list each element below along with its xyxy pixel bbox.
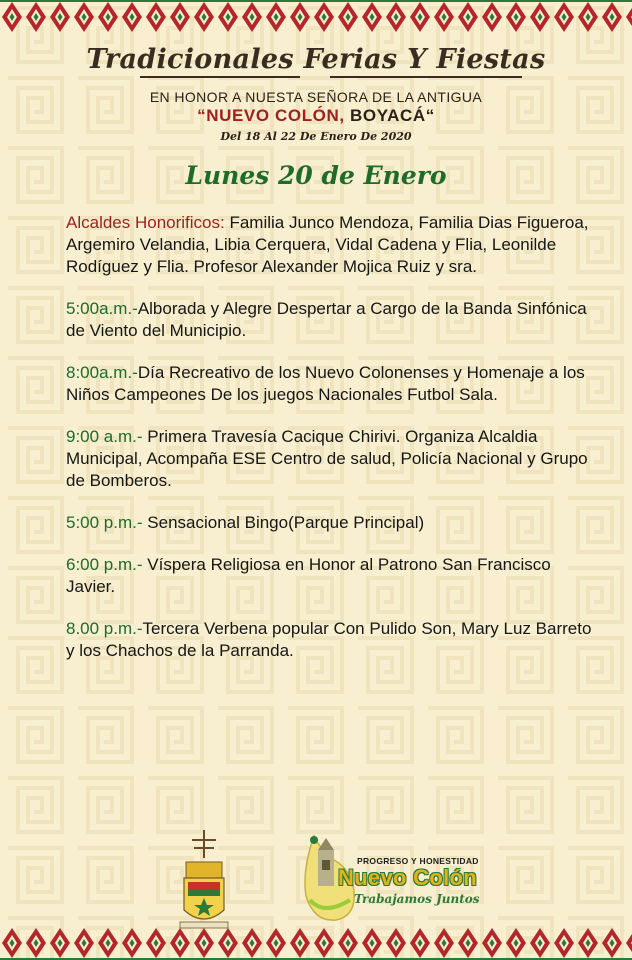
entry-time: 8:00a.m.- [66, 363, 138, 382]
entry-text: Día Recreativo de los Nuevo Colonenses y Homenaje a los Niños Campeones De los juegos Nacionales Futbol Sala. [66, 363, 585, 404]
event-subtitle: EN HONOR A NUESTA SEÑORA DE LA ANTIGUA [149, 89, 483, 105]
coat-of-arms-icon [176, 828, 232, 932]
footer-logos [0, 820, 632, 930]
program-entry-0800pm [66, 618, 596, 662]
entry-text: Primera Travesía Cacique Chirivi. Organiza Alcaldia Municipal, Acompaña ESE Centro de salud, Policía Nacional y Grupo de Bomberos. [66, 427, 588, 490]
entry-text: Familia Junco Mendoza, Familia Dias Figueroa, Argemiro Velandia, Libia Cerquera, Vidal Cadena y Flia, Leonilde Rodíguez y Flia. Profesor Alexander Mojica Ruiz y sra. [66, 213, 589, 276]
entry-time: 8.00 p.m.- [66, 619, 143, 638]
entry-time: 5:00 p.m.- [66, 513, 143, 532]
logo-tagline: Trabajamos Juntos [354, 892, 480, 906]
program-entry-0900am [66, 426, 596, 492]
entry-text: Alborada y Alegre Despertar a Cargo de la Banda Sinfónica de Viento del Municipio. [66, 299, 587, 340]
event-place [0, 106, 632, 126]
program-entry-honorary [66, 212, 596, 278]
entry-text: Sensacional Bingo(Parque Principal) [142, 513, 425, 532]
logo-name: Nuevo Colón [338, 865, 477, 890]
event-dates: Del 18 Al 22 De Enero De 2020 [220, 130, 412, 143]
entry-time: 6:00 p.m.- [66, 555, 143, 574]
program-entry-0500pm [66, 512, 596, 534]
program-list [66, 212, 596, 682]
entry-time: 5:00a.m.- [66, 299, 138, 318]
entry-text: Tercera Verbena popular Con Pulido Son, Mary Luz Barreto y los Chachos de la Parranda. [66, 619, 592, 660]
title-rule-right [330, 76, 522, 78]
entry-time: 9:00 a.m.- [66, 427, 143, 446]
entry-lead: Alcaldes Honorificos: [66, 213, 225, 232]
place-town: “NUEVO COLÓN, [197, 106, 345, 125]
title-rule-left [140, 76, 300, 78]
top-border-pattern [0, 0, 632, 34]
bottom-border-pattern [0, 926, 632, 960]
program-entry-0500am [66, 298, 596, 342]
program-entry-0800am [66, 362, 596, 406]
place-region: BOYACÁ“ [344, 106, 435, 125]
logo-slogan: PROGRESO Y HONESTIDAD [357, 856, 479, 866]
day-title: Lunes 20 de Enero [185, 161, 447, 190]
entry-text: Víspera Religiosa en Honor al Patrono San Francisco Javier. [66, 555, 551, 596]
event-title: Tradicionales Ferias Y Fiestas [86, 44, 546, 75]
program-entry-0600pm [66, 554, 596, 598]
